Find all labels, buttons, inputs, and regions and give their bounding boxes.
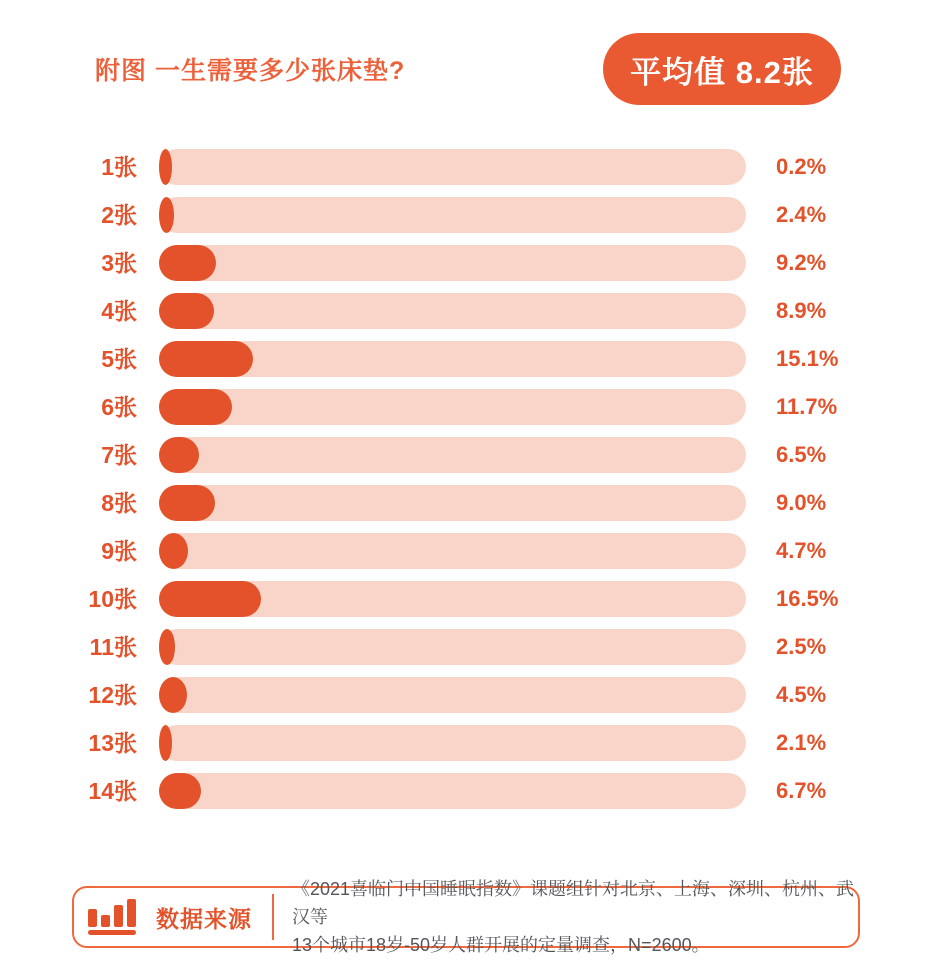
bar-row-label: 3张 [101,250,137,276]
bar-value: 4.5% [776,682,827,707]
bar-value: 2.4% [776,202,827,227]
bar-track [159,677,746,713]
bar-row-label: 14张 [88,778,137,804]
bar-track [159,341,746,377]
bar-value: 9.2% [776,250,827,275]
bar-value: 6.5% [776,442,827,467]
bar-track [159,629,746,665]
bar-track [159,437,746,473]
source-text [292,875,858,959]
bar-row [0,725,936,761]
bar-chart-icon [86,897,140,937]
bar-row-label: 9张 [101,538,137,564]
chart-title: 附图 一生需要多少张床垫? [95,57,406,85]
bar-row-label: 1张 [101,154,137,180]
bar-fill [159,341,253,377]
source-label: 数据来源 [156,905,252,932]
bar-track [159,581,746,617]
bar-track [159,197,746,233]
bar-row [0,197,936,233]
source-text-line1: 《2021喜临门中国睡眠指数》课题组针对北京、上海、深圳、杭州、武汉等 [292,879,855,927]
bar-track [159,725,746,761]
bar-row-label: 4张 [101,298,137,324]
bar-fill [159,725,172,761]
bar-fill [159,629,175,665]
bar-fill [159,533,188,569]
bar-value: 2.5% [776,634,827,659]
bar-value: 6.7% [776,778,827,803]
bar-fill [159,485,215,521]
bar-fill [159,149,172,185]
average-value-badge: 平均值 8.2张 [603,33,841,105]
bar-row-label: 6张 [101,394,137,420]
bar-value: 16.5% [776,586,839,611]
bar-track [159,149,746,185]
bar-value: 2.1% [776,730,827,755]
bar-fill [159,389,232,425]
bar-row [0,245,936,281]
bar-value: 11.7% [776,394,838,419]
bar-fill [159,581,261,617]
data-source-box [72,879,860,955]
bar-track [159,773,746,809]
bar-row-label: 5张 [101,346,137,372]
bar-row [0,149,936,185]
source-text-line2: 13个城市18岁-50岁人群开展的定量调查，N=2600。 [292,935,710,955]
bar-row-label: 12张 [88,682,137,708]
bar-value: 4.7% [776,538,827,563]
bar-value: 8.9% [776,298,827,323]
bar-track [159,293,746,329]
bar-fill [159,677,187,713]
bar-track [159,389,746,425]
bar-row [0,437,936,473]
bar-row [0,677,936,713]
bar-row [0,389,936,425]
bar-track [159,533,746,569]
bar-value: 0.2% [776,154,827,179]
bar-fill [159,245,216,281]
bar-row-label: 11张 [89,634,137,660]
bar-value: 15.1% [776,346,839,371]
bar-value: 9.0% [776,490,827,515]
bar-fill [159,773,201,809]
bar-row [0,581,936,617]
bar-row-label: 13张 [88,730,137,756]
bar-row [0,293,936,329]
bar-row [0,629,936,665]
bar-row-label: 2张 [101,202,137,228]
bar-row [0,341,936,377]
bar-row [0,485,936,521]
bar-track [159,485,746,521]
bar-row-label: 8张 [101,490,137,516]
vertical-divider [272,894,274,940]
bar-fill [159,197,174,233]
bar-row [0,533,936,569]
bar-row-label: 7张 [101,442,137,468]
bar-row [0,773,936,809]
bar-fill [159,293,214,329]
bar-track [159,245,746,281]
bar-row-label: 10张 [88,586,137,612]
bar-fill [159,437,199,473]
